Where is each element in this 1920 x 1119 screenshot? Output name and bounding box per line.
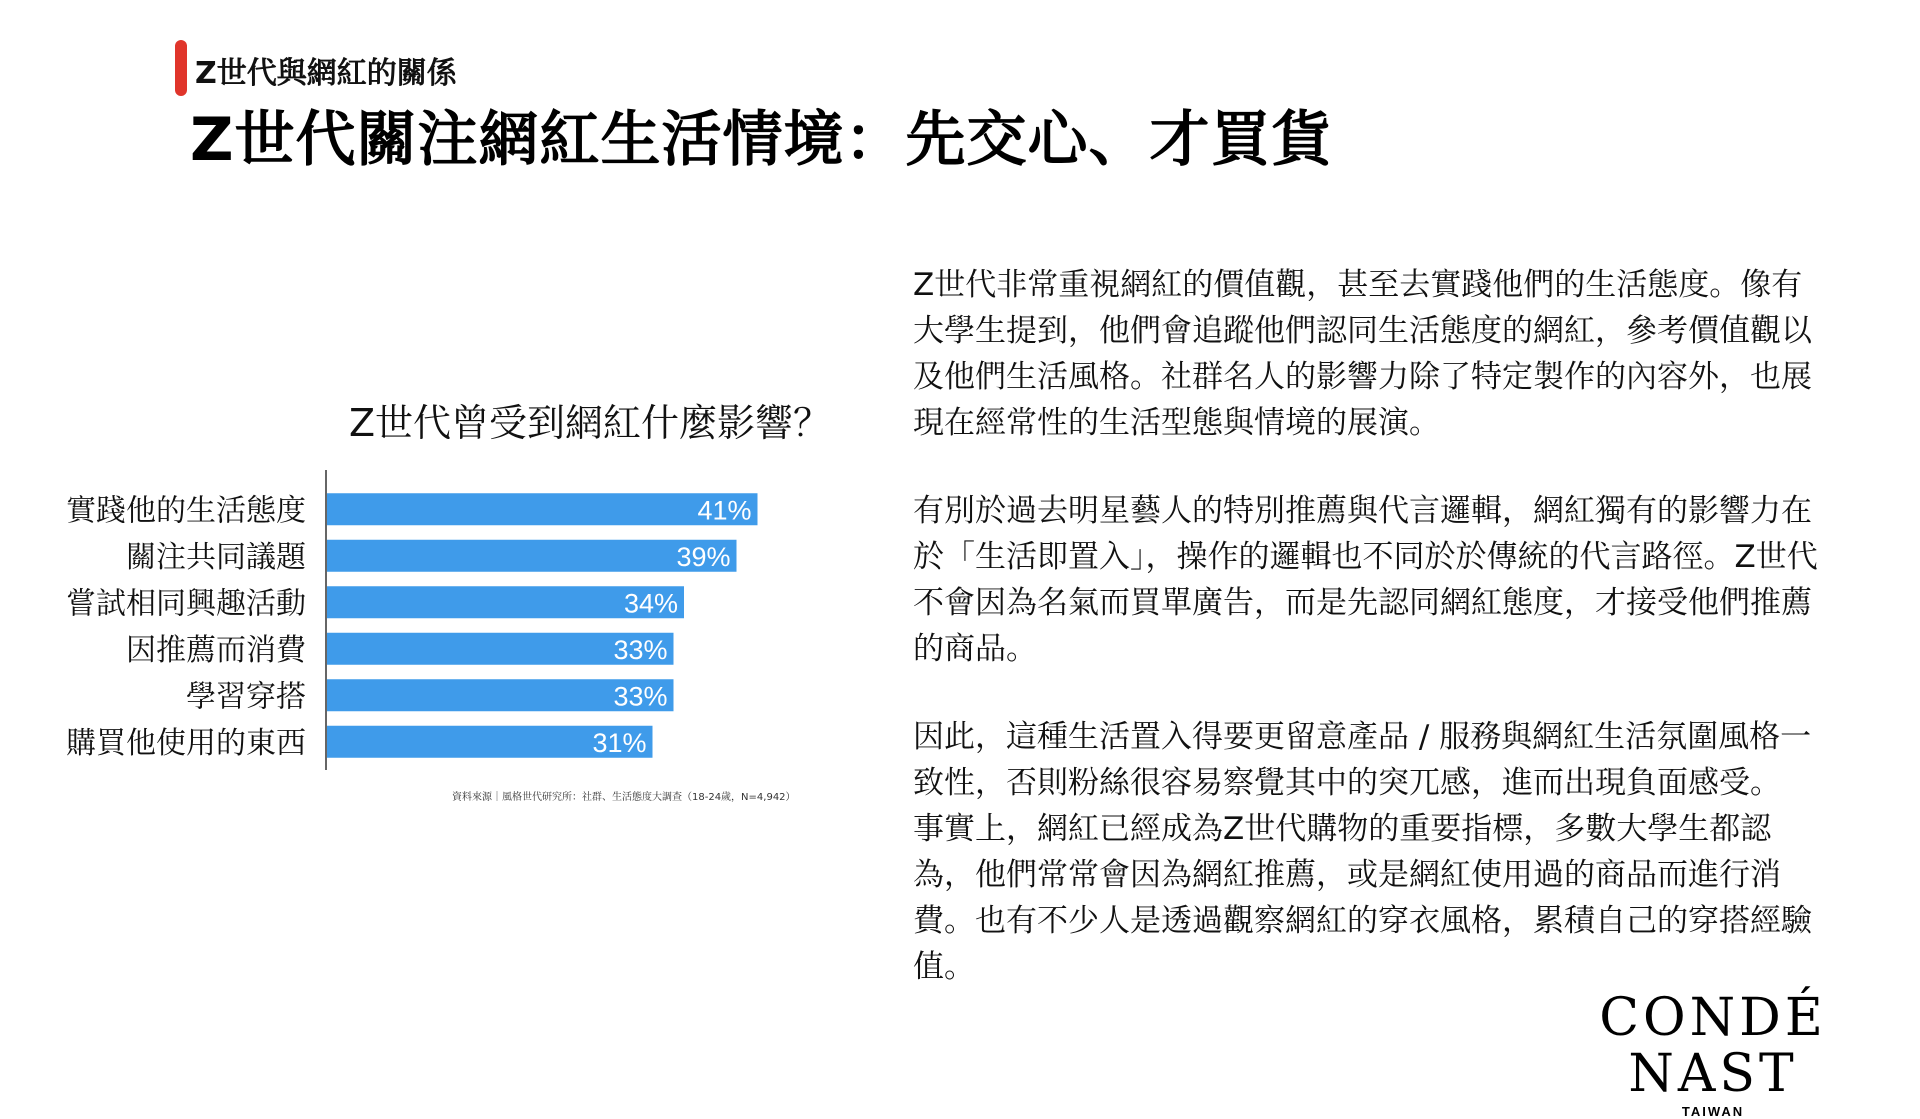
section-kicker: Z世代與網紅的關係: [195, 56, 457, 91]
bar-value-label: 33%: [613, 681, 668, 712]
conde-nast-logo: [1508, 990, 1918, 1119]
paragraph-4: 事實上，網紅已經成為Z世代購物的重要指標，多數大學生都認為，他們常常會因為網紅推薦，或是網紅使用過的商品而進行消費。也有不少人是透過觀察網紅的穿衣風格，累積自己的穿搭經驗值。: [913, 811, 1812, 985]
logo-subtitle: TAIWAN: [1681, 1104, 1745, 1119]
paragraph-2: 有別於過去明星藝人的特別推薦與代言邏輯，網紅獨有的影響力在於「生活即置入」，操作的邏輯也不同於於傳統的代言路徑。Z世代不會因為名氣而買單廣告，而是先認同網紅態度，才接受他們推薦的商品。: [913, 493, 1818, 667]
bar-chart: [40, 470, 800, 770]
paragraph-1: Z世代非常重視網紅的價值觀，甚至去實踐他們的生活態度。像有大學生提到，他們會追蹤他們認同生活態度的網紅，參考價值觀以及他們生活風格。社群名人的影響力除了特定製作的內容外，也展現在經常性的生活型態與情境的展演。: [913, 267, 1812, 441]
accent-bar: [175, 40, 187, 96]
bar-value-label: 33%: [613, 634, 668, 665]
category-label: 購買他使用的東西: [66, 725, 306, 761]
body-text: [913, 262, 1833, 990]
category-label: 因推薦而消費: [126, 632, 306, 668]
category-label: 學習穿搭: [186, 679, 306, 715]
page-title: Z世代關注網紅生活情境：先交心、才買貨: [190, 105, 1333, 175]
source-note: 資料來源｜風格世代研究所：社群、生活態度大調查（18-24歲，N=4,942）: [452, 792, 796, 803]
bar: [327, 540, 737, 572]
category-label: 實踐他的生活態度: [66, 493, 306, 529]
category-label: 嘗試相同興趣活動: [66, 586, 306, 622]
bar-value-label: 34%: [623, 588, 678, 619]
chart-title: Z世代曾受到網紅什麼影響？: [348, 401, 832, 445]
paragraph-3: 因此，這種生活置入得要更留意產品 / 服務與網紅生活氛圍風格一致性，否則粉絲很容易察覺其中的突兀感，進而出現負面感受。: [913, 719, 1812, 801]
category-label: 關注共同議題: [126, 539, 306, 575]
bar-value-label: 39%: [676, 541, 731, 572]
bar-value-label: 31%: [592, 727, 647, 758]
logo-wordmark: CONDÉ NAST: [1599, 988, 1827, 1104]
bar-value-label: 41%: [697, 495, 752, 526]
bar: [327, 493, 758, 525]
